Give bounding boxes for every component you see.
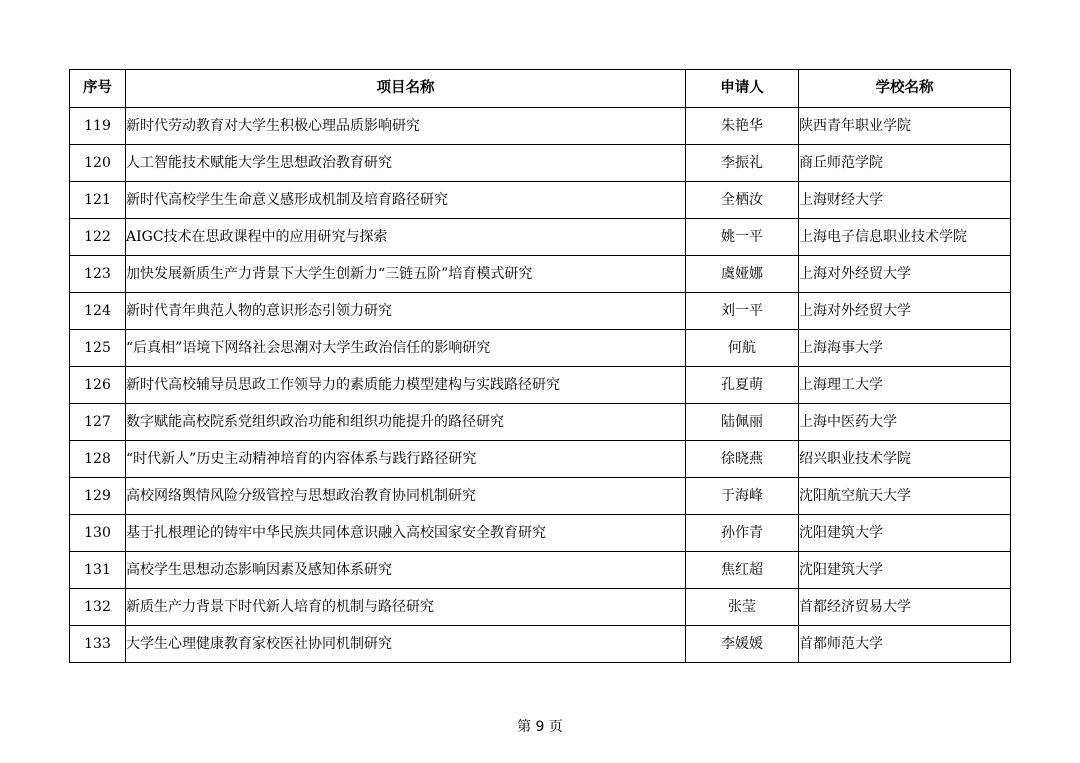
header-project-name: 项目名称 — [126, 70, 686, 108]
cell-no: 132 — [70, 589, 126, 626]
table-row — [70, 441, 1011, 478]
cell-school: 上海中医药大学 — [799, 404, 1011, 441]
cell-project-name: 新质生产力背景下时代新人培育的机制与路径研究 — [126, 589, 686, 626]
cell-applicant: 虞娅娜 — [686, 256, 799, 293]
cell-project-name: 高校网络舆情风险分级管控与思想政治教育协同机制研究 — [126, 478, 686, 515]
cell-project-name: 人工智能技术赋能大学生思想政治教育研究 — [126, 145, 686, 182]
cell-project-name: 新时代青年典范人物的意识形态引领力研究 — [126, 293, 686, 330]
table-row — [70, 589, 1011, 626]
cell-no: 131 — [70, 552, 126, 589]
cell-applicant: 焦红超 — [686, 552, 799, 589]
table-row — [70, 219, 1011, 256]
cell-applicant: 全栖汝 — [686, 182, 799, 219]
cell-applicant: 于海峰 — [686, 478, 799, 515]
cell-applicant: 李振礼 — [686, 145, 799, 182]
table-header-row — [70, 70, 1011, 108]
cell-school: 陕西青年职业学院 — [799, 108, 1011, 145]
cell-applicant: 陆佩丽 — [686, 404, 799, 441]
cell-applicant: 徐晓燕 — [686, 441, 799, 478]
cell-no: 128 — [70, 441, 126, 478]
table-row — [70, 626, 1011, 663]
cell-school: 沈阳建筑大学 — [799, 552, 1011, 589]
project-table — [69, 69, 1011, 663]
cell-no: 120 — [70, 145, 126, 182]
header-applicant: 申请人 — [686, 70, 799, 108]
table-row — [70, 256, 1011, 293]
cell-no: 126 — [70, 367, 126, 404]
table-row — [70, 367, 1011, 404]
header-school: 学校名称 — [799, 70, 1011, 108]
cell-no: 127 — [70, 404, 126, 441]
table-row — [70, 330, 1011, 367]
cell-project-name: 新时代高校辅导员思政工作领导力的素质能力模型建构与实践路径研究 — [126, 367, 686, 404]
cell-school: 上海对外经贸大学 — [799, 256, 1011, 293]
table-row — [70, 293, 1011, 330]
cell-school: 首都师范大学 — [799, 626, 1011, 663]
cell-no: 121 — [70, 182, 126, 219]
cell-project-name: AIGC技术在思政课程中的应用研究与探索 — [126, 219, 686, 256]
cell-project-name: “时代新人”历史主动精神培育的内容体系与践行路径研究 — [126, 441, 686, 478]
table-body — [70, 108, 1011, 663]
cell-applicant: 孔夏萌 — [686, 367, 799, 404]
cell-school: 沈阳建筑大学 — [799, 515, 1011, 552]
cell-applicant: 姚一平 — [686, 219, 799, 256]
table-row — [70, 515, 1011, 552]
cell-school: 上海对外经贸大学 — [799, 293, 1011, 330]
cell-project-name: 基于扎根理论的铸牢中华民族共同体意识融入高校国家安全教育研究 — [126, 515, 686, 552]
cell-applicant: 朱艳华 — [686, 108, 799, 145]
cell-school: 商丘师范学院 — [799, 145, 1011, 182]
cell-project-name: 新时代劳动教育对大学生积极心理品质影响研究 — [126, 108, 686, 145]
cell-project-name: “后真相”语境下网络社会思潮对大学生政治信任的影响研究 — [126, 330, 686, 367]
cell-no: 124 — [70, 293, 126, 330]
cell-school: 首都经济贸易大学 — [799, 589, 1011, 626]
table-row — [70, 552, 1011, 589]
cell-school: 上海电子信息职业技术学院 — [799, 219, 1011, 256]
cell-school: 上海理工大学 — [799, 367, 1011, 404]
table-row — [70, 404, 1011, 441]
cell-no: 125 — [70, 330, 126, 367]
table-row — [70, 182, 1011, 219]
cell-applicant: 李媛媛 — [686, 626, 799, 663]
table-row — [70, 478, 1011, 515]
cell-project-name: 加快发展新质生产力背景下大学生创新力“三链五阶”培育模式研究 — [126, 256, 686, 293]
cell-school: 沈阳航空航天大学 — [799, 478, 1011, 515]
cell-applicant: 张莹 — [686, 589, 799, 626]
cell-no: 122 — [70, 219, 126, 256]
cell-no: 123 — [70, 256, 126, 293]
cell-applicant: 何航 — [686, 330, 799, 367]
cell-project-name: 高校学生思想动态影响因素及感知体系研究 — [126, 552, 686, 589]
cell-no: 129 — [70, 478, 126, 515]
cell-applicant: 孙作青 — [686, 515, 799, 552]
cell-no: 133 — [70, 626, 126, 663]
cell-project-name: 数字赋能高校院系党组织政治功能和组织功能提升的路径研究 — [126, 404, 686, 441]
cell-applicant: 刘一平 — [686, 293, 799, 330]
cell-project-name: 新时代高校学生生命意义感形成机制及培育路径研究 — [126, 182, 686, 219]
cell-school: 绍兴职业技术学院 — [799, 441, 1011, 478]
cell-project-name: 大学生心理健康教育家校医社协同机制研究 — [126, 626, 686, 663]
cell-school: 上海海事大学 — [799, 330, 1011, 367]
cell-no: 130 — [70, 515, 126, 552]
page-number: 第 9 页 — [517, 719, 563, 735]
table-row — [70, 145, 1011, 182]
header-no: 序号 — [70, 70, 126, 108]
cell-school: 上海财经大学 — [799, 182, 1011, 219]
table-row — [70, 108, 1011, 145]
cell-no: 119 — [70, 108, 126, 145]
